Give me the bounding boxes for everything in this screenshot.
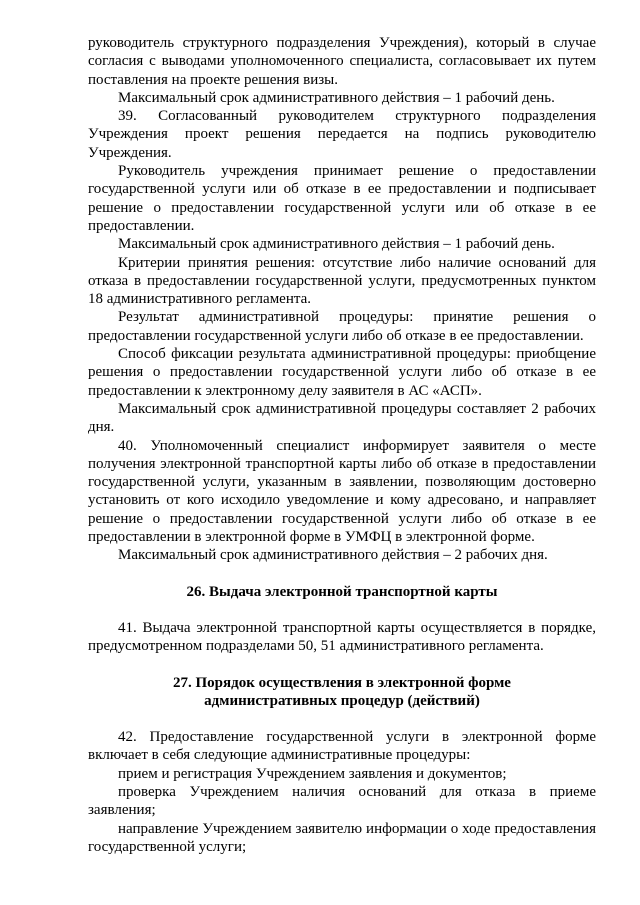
paragraph: Способ фиксации результата административной процедуры: приобщение решения о предоставлении государственной услуги либо об отказе в ее предоставлении к электронному делу заявителя в АС «АСП». xyxy=(88,346,596,399)
section-heading-27-line2: административных процедур (действий) xyxy=(204,692,480,709)
paragraph: 40. Уполномоченный специалист информирует заявителя о месте получения электронной транспортной карты либо об отказе в предоставлении государственной услуги, указанным в заявлении, позволяющим достоверно установить от кого исходило уведомление и кому адресовано, и направляет решение о предоставлении государственной услуги либо об отказе в ее предоставлении в электронной форме в УМФЦ в электронной форме. xyxy=(88,437,596,546)
spacer xyxy=(88,710,596,728)
paragraph: направление Учреждением заявителю информации о ходе предоставления государственной услуги; xyxy=(88,820,596,855)
paragraph: Максимальный срок административной процедуры составляет 2 рабочих дня. xyxy=(88,400,596,436)
paragraph: прием и регистрация Учреждением заявления и документов; xyxy=(118,765,507,782)
paragraph: 39. Согласованный руководителем структурного подразделения Учреждения проект решения передается на подпись руководителю Учреждения. xyxy=(88,108,596,161)
spacer xyxy=(88,601,596,619)
paragraph: Максимальный срок административного действия – 1 рабочий день. xyxy=(118,89,555,106)
document-page xyxy=(88,34,596,856)
section-heading-26: 26. Выдача электронной транспортной карты xyxy=(186,583,498,600)
spacer xyxy=(88,656,596,674)
paragraph: проверка Учреждением наличия оснований для отказа в приеме заявления; xyxy=(88,783,596,819)
section-heading-27-line1: 27. Порядок осуществления в электронной форме xyxy=(173,674,511,691)
paragraph: Руководитель учреждения принимает решение о предоставлении государственной услуги или об отказе в ее предоставлении и подписывает решение о предоставлении государственной услуги или об отказе в ее предоставлении. xyxy=(88,163,596,234)
paragraph: Критерии принятия решения: отсутствие либо наличие оснований для отказа в предоставлении государственной услуги, предусмотренных пунктом 18 административного регламента. xyxy=(88,254,596,308)
paragraph: Результат административной процедуры: принятие решения о предоставлении государственной услуги либо об отказе в ее предоставлении. xyxy=(88,309,596,344)
paragraph: Максимальный срок административного действия – 2 рабочих дня. xyxy=(118,547,548,564)
paragraph: Максимальный срок административного действия – 1 рабочий день. xyxy=(118,236,555,253)
paragraph: 41. Выдача электронной транспортной карты осуществляется в порядке, предусмотренном подразделами 50, 51 административного регламента. xyxy=(88,619,596,655)
spacer xyxy=(88,565,596,583)
paragraph: руководитель структурного подразделения Учреждения), который в случае согласия с выводами уполномоченного специалиста, согласовывает их путем поставления на проекте решения визы. xyxy=(88,35,596,88)
paragraph: 42. Предоставление государственной услуги в электронной форме включает в себя следующие административные процедуры: xyxy=(88,729,596,764)
